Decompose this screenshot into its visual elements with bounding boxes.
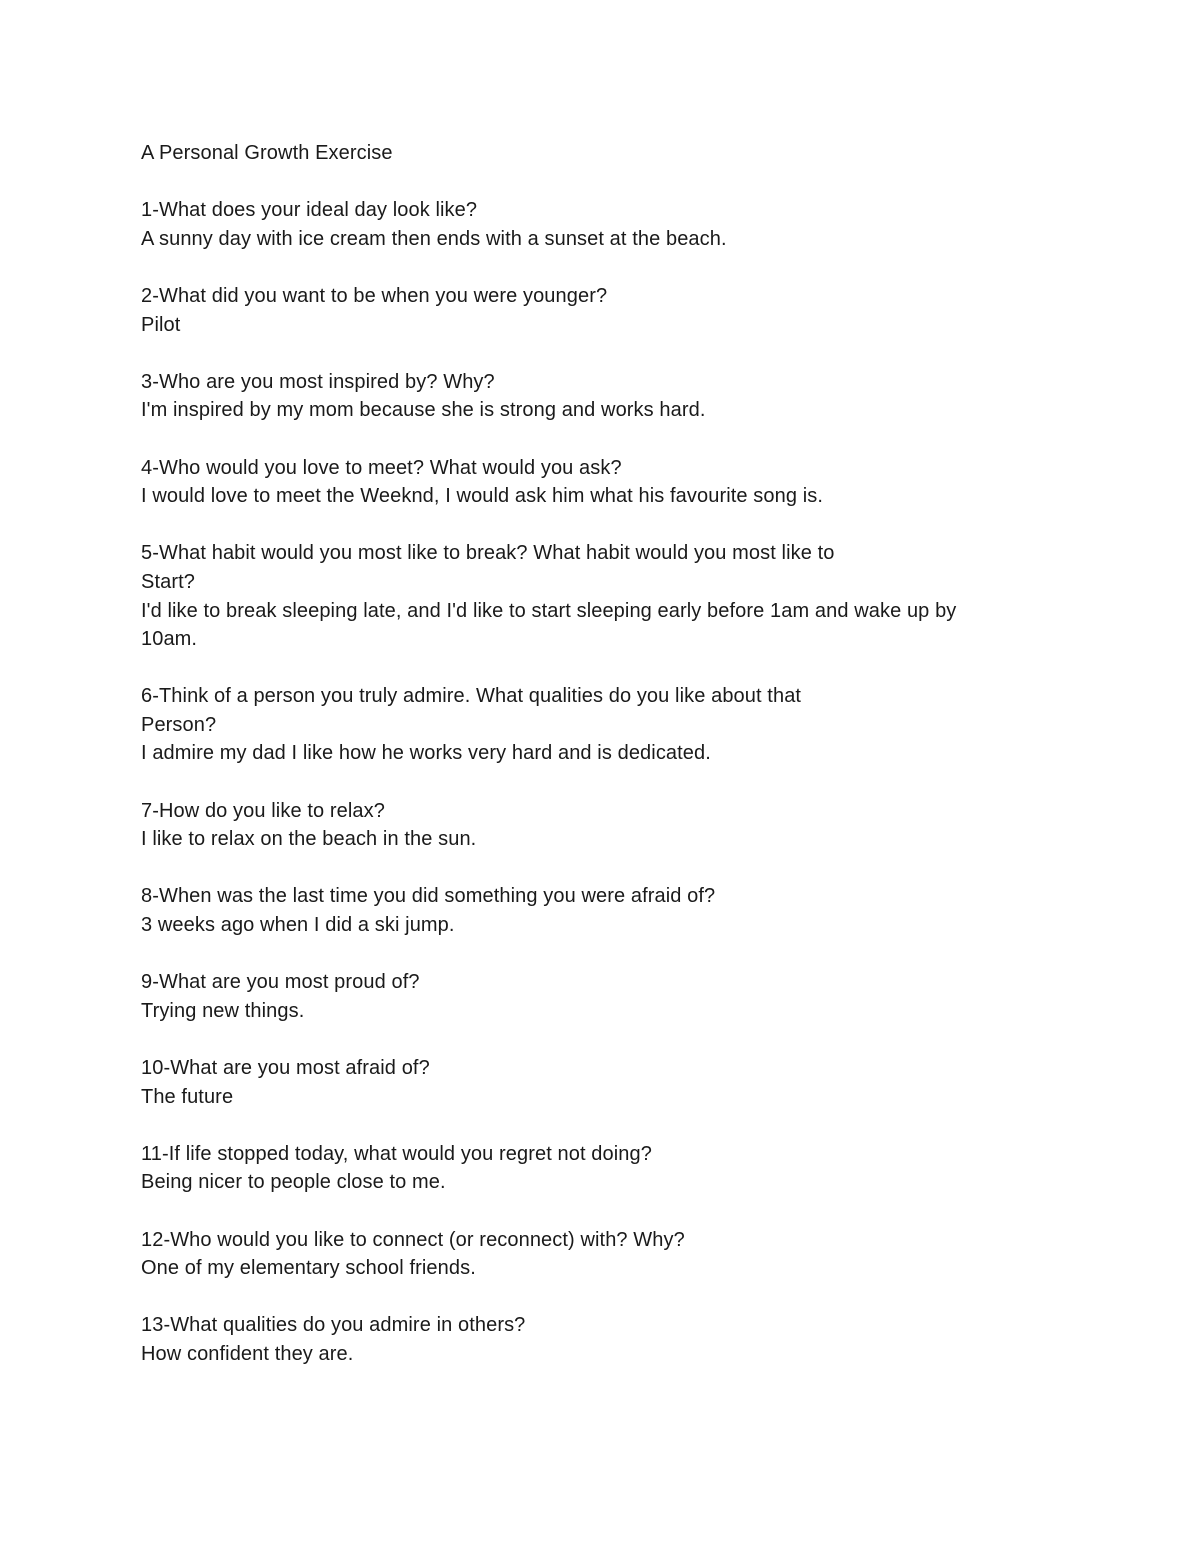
question-line: 9-What are you most proud of?: [141, 971, 420, 994]
answer-line: Trying new things.: [141, 999, 305, 1022]
question-line: 12-Who would you like to connect (or reconnect) with? Why?: [141, 1228, 685, 1251]
answer-line: Being nicer to people close to me.: [141, 1171, 446, 1194]
answer-line: One of my elementary school friends.: [141, 1257, 476, 1280]
answer-line: How confident they are.: [141, 1342, 354, 1365]
qa-item: [141, 882, 1041, 968]
answer-line: A sunny day with ice cream then ends with a sunset at the beach.: [141, 227, 727, 250]
spacer: [141, 425, 1041, 454]
question-line: 4-Who would you love to meet? What would you ask?: [141, 456, 622, 479]
spacer: [141, 1025, 1041, 1054]
spacer: [141, 654, 1041, 683]
qa-list: [141, 196, 1041, 1368]
question-line: 1-What does your ideal day look like?: [141, 199, 478, 222]
qa-item: [141, 368, 1041, 454]
qa-item: [141, 1054, 1041, 1140]
question-line: 10-What are you most afraid of?: [141, 1057, 430, 1079]
answer-line: The future: [141, 1085, 234, 1108]
answer-line: I admire my dad I like how he works very hard and is dedicated.: [141, 742, 711, 765]
qa-item: [141, 196, 1041, 282]
qa-item: [141, 282, 1041, 368]
spacer: [141, 339, 1041, 368]
answer-line: 3 weeks ago when I did a ski jump.: [141, 914, 455, 937]
spacer: [141, 168, 1041, 197]
answer-line: I'd like to break sleeping late, and I'd like to start sleeping early before 1am and wake up by: [141, 599, 957, 622]
spacer: [141, 253, 1041, 282]
answer-line: 10am.: [141, 628, 198, 651]
qa-item: [141, 797, 1041, 883]
answer-line: I would love to meet the Weeknd, I would ask him what his favourite song is.: [141, 485, 824, 508]
qa-item: [141, 454, 1041, 540]
qa-item: [141, 682, 1041, 796]
question-line: 2-What did you want to be when you were younger?: [141, 284, 608, 307]
question-line: Person?: [141, 713, 217, 736]
spacer: [141, 511, 1041, 540]
question-line: 13-What qualities do you admire in others?: [141, 1314, 526, 1337]
answer-line: Pilot: [141, 313, 181, 336]
document-body: [141, 139, 1041, 1369]
question-line: 6-Think of a person you truly admire. What qualities do you like about that: [141, 685, 802, 708]
question-line: 5-What habit would you most like to break? What habit would you most like to: [141, 542, 835, 565]
question-line: 3-Who are you most inspired by? Why?: [141, 370, 495, 393]
spacer: [141, 940, 1041, 969]
qa-item: [141, 539, 1041, 682]
qa-item: [141, 1311, 1041, 1368]
question-line: 8-When was the last time you did something you were afraid of?: [141, 885, 716, 908]
qa-item: [141, 1140, 1041, 1226]
document-title: A Personal Growth Exercise: [141, 142, 393, 164]
answer-line: I like to relax on the beach in the sun.: [141, 828, 477, 851]
qa-item: [141, 968, 1041, 1054]
question-line: 7-How do you like to relax?: [141, 799, 385, 822]
qa-item: [141, 1226, 1041, 1312]
answer-line: I'm inspired by my mom because she is strong and works hard.: [141, 399, 706, 422]
spacer: [141, 768, 1041, 797]
spacer: [141, 1283, 1041, 1312]
spacer: [141, 854, 1041, 883]
spacer: [141, 1197, 1041, 1226]
spacer: [141, 1111, 1041, 1140]
question-line: Start?: [141, 570, 195, 593]
question-line: 11-If life stopped today, what would you regret not doing?: [141, 1142, 652, 1165]
